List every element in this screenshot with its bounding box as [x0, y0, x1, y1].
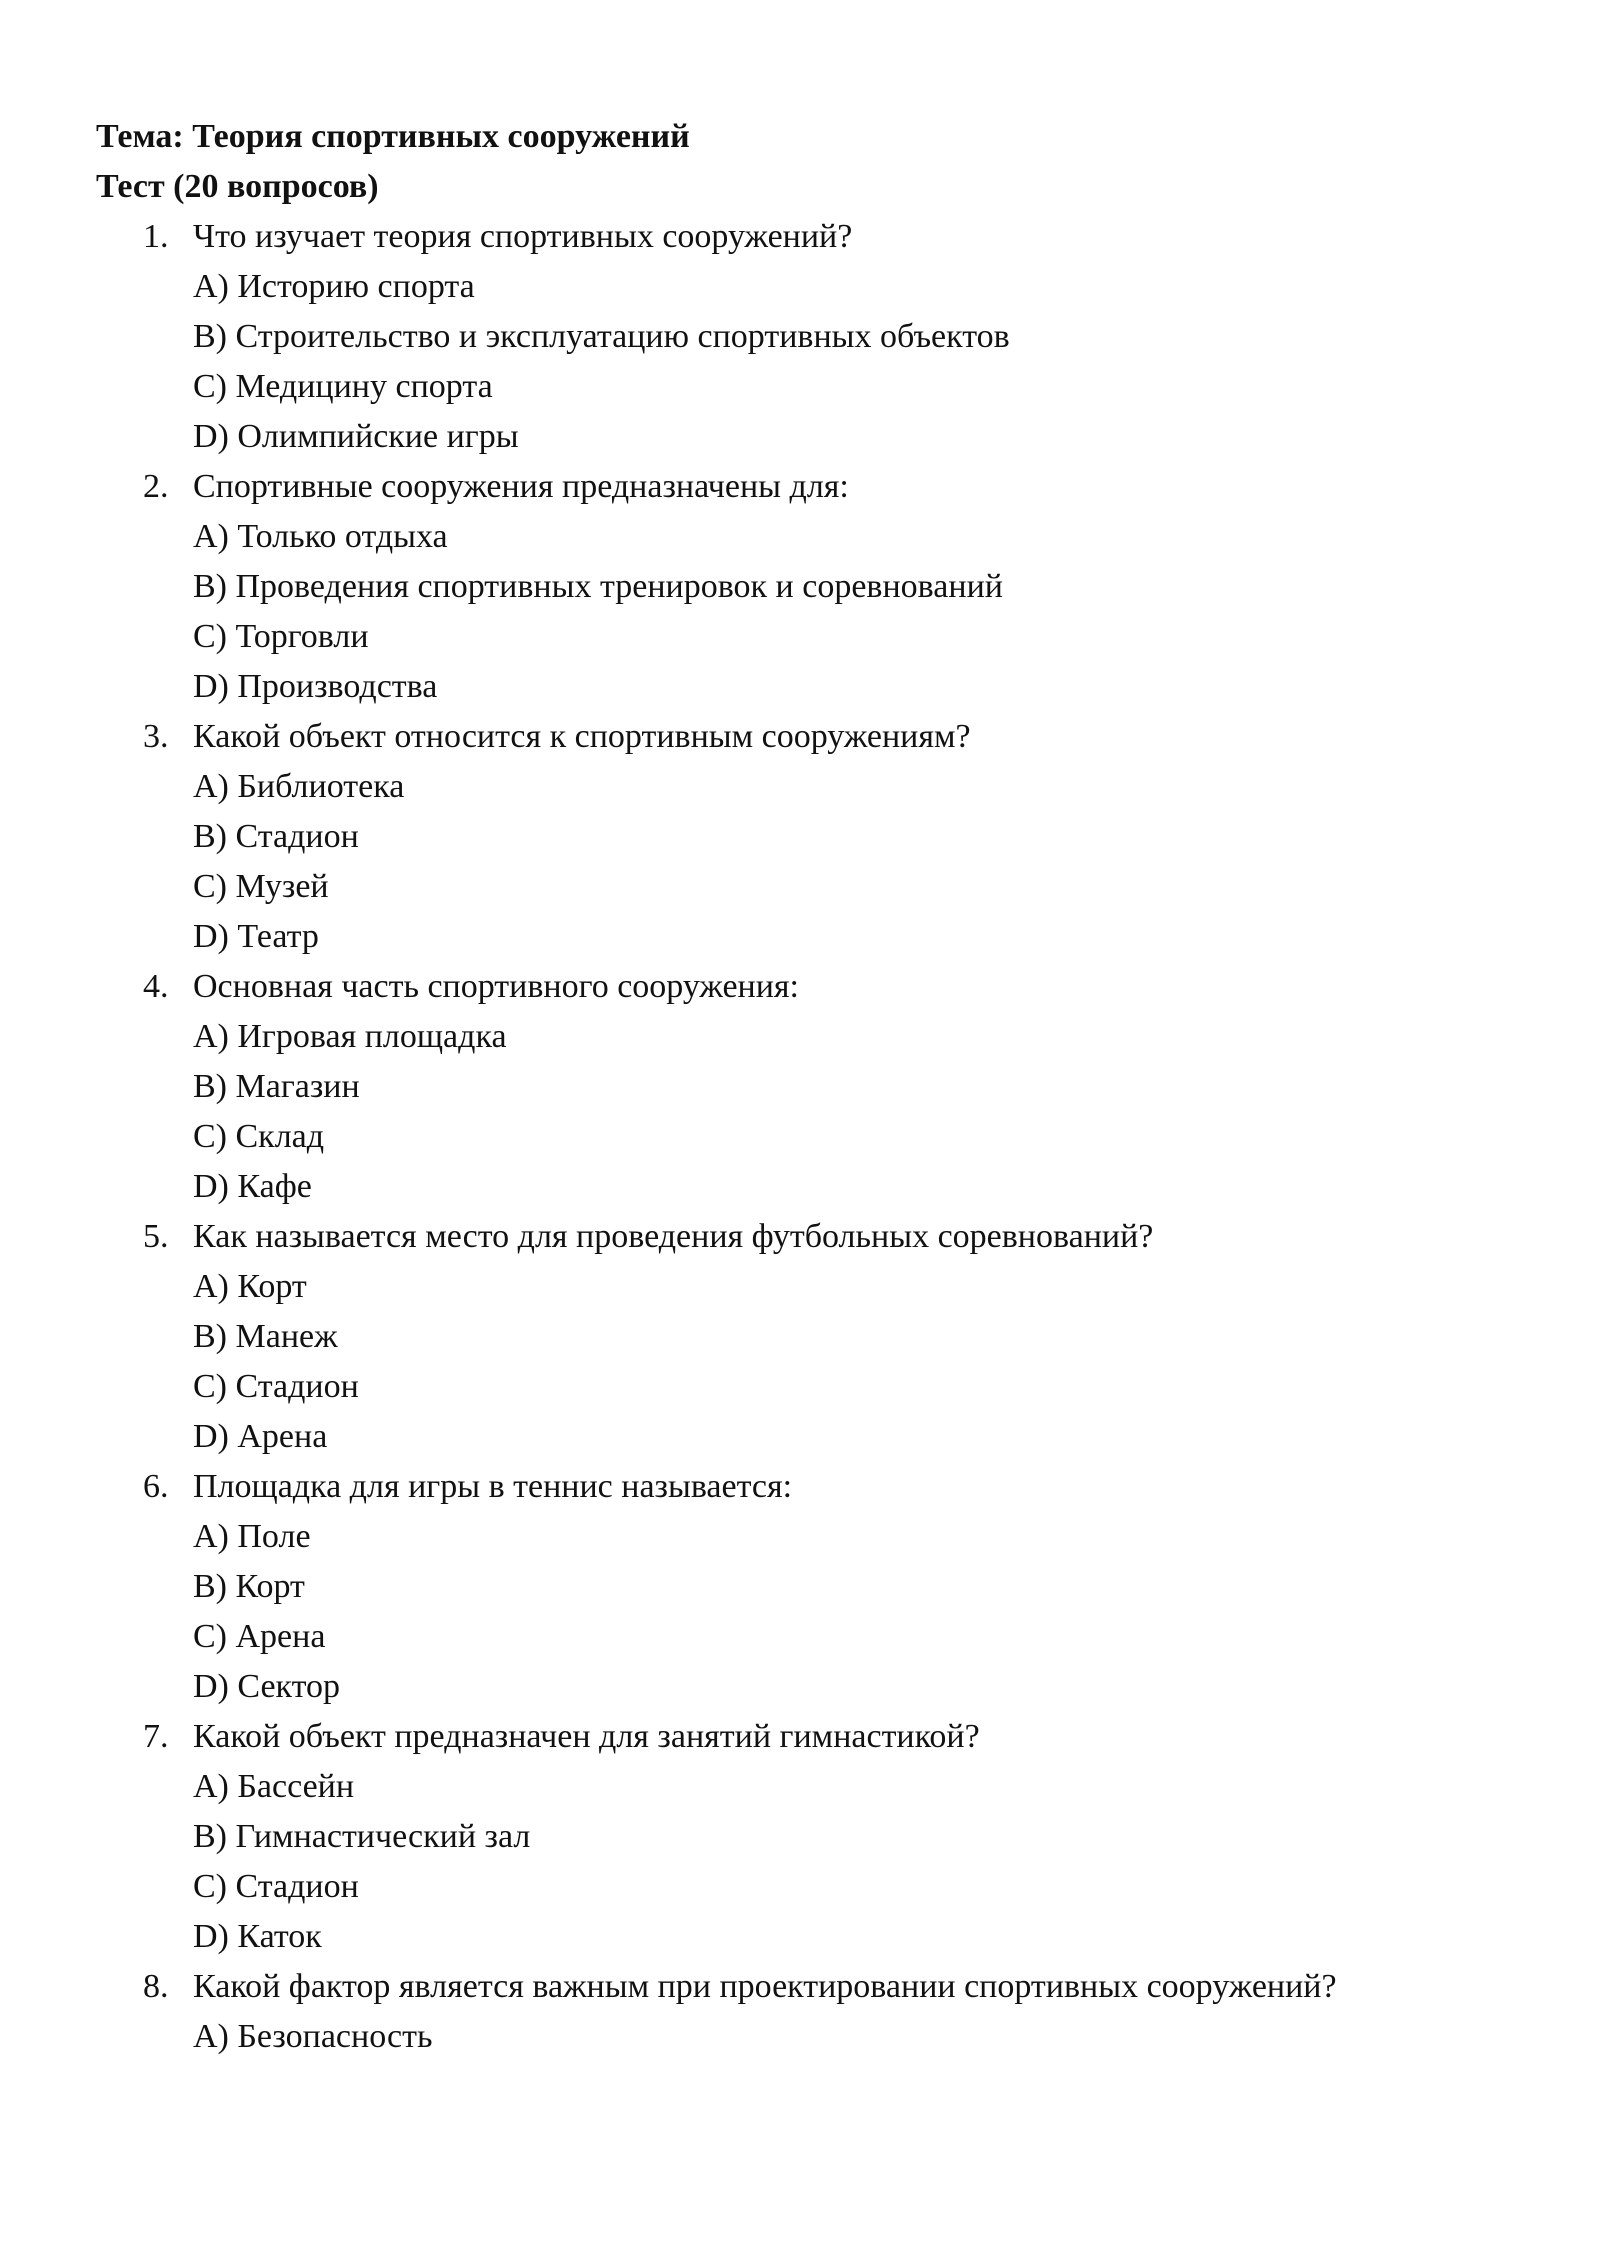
answer-option: D) Каток — [193, 1918, 322, 1955]
answer-option: A) Корт — [193, 1268, 307, 1305]
answer-list — [193, 762, 1496, 962]
question-number: 7. — [143, 1718, 169, 1755]
question-number: 4. — [143, 968, 169, 1005]
question-number: 2. — [143, 468, 169, 505]
answer-option: C) Музей — [193, 868, 329, 905]
question-item — [96, 462, 1496, 712]
question-text: Какой объект относится к спортивным сооружениям? — [193, 718, 971, 755]
answer-option: B) Стадион — [193, 818, 359, 855]
topic-heading: Тема: Теория спортивных сооружений — [96, 118, 690, 155]
question-item — [96, 212, 1496, 462]
question-text: Какой фактор является важным при проектировании спортивных сооружений? — [193, 1968, 1337, 2005]
answer-option: A) Библиотека — [193, 768, 405, 805]
question-text: Что изучает теория спортивных сооружений? — [193, 218, 853, 255]
answer-option: C) Медицину спорта — [193, 368, 493, 405]
question-text: Спортивные сооружения предназначены для: — [193, 468, 849, 505]
answer-option: A) Безопасность — [193, 2018, 433, 2055]
question-number: 3. — [143, 718, 169, 755]
answer-list — [193, 262, 1496, 462]
question-item — [96, 1212, 1496, 1462]
question-item — [96, 1962, 1496, 2062]
answer-list — [193, 1762, 1496, 1962]
question-item — [96, 962, 1496, 1212]
answer-option: D) Кафе — [193, 1168, 312, 1205]
question-number: 1. — [143, 218, 169, 255]
answer-option: C) Склад — [193, 1118, 325, 1155]
answer-option: D) Арена — [193, 1418, 328, 1455]
answer-option: B) Корт — [193, 1568, 305, 1605]
question-number: 5. — [143, 1218, 169, 1255]
answer-option: B) Манеж — [193, 1318, 338, 1355]
test-title: Тест (20 вопросов) — [96, 168, 379, 205]
question-text: Как называется место для проведения футбольных соревнований? — [193, 1218, 1154, 1255]
answer-option: B) Проведения спортивных тренировок и соревнований — [193, 568, 1003, 605]
question-number: 8. — [143, 1968, 169, 2005]
answer-option: B) Магазин — [193, 1068, 360, 1105]
answer-list — [193, 1012, 1496, 1212]
document-page — [96, 112, 1496, 2062]
question-item — [96, 1712, 1496, 1962]
answer-option: C) Стадион — [193, 1868, 359, 1905]
question-number: 6. — [143, 1468, 169, 1505]
answer-option: B) Строительство и эксплуатацию спортивных объектов — [193, 318, 1010, 355]
answer-option: C) Торговли — [193, 618, 369, 655]
answer-option: A) Только отдыха — [193, 518, 448, 555]
question-item — [96, 712, 1496, 962]
answer-option: A) Историю спорта — [193, 268, 475, 305]
question-text: Основная часть спортивного сооружения: — [193, 968, 800, 1005]
question-list — [96, 212, 1496, 2062]
answer-option: A) Поле — [193, 1518, 311, 1555]
answer-option: D) Сектор — [193, 1668, 341, 1705]
answer-option: A) Бассейн — [193, 1768, 355, 1805]
answer-option: A) Игровая площадка — [193, 1018, 507, 1055]
answer-option: D) Театр — [193, 918, 319, 955]
answer-option: C) Стадион — [193, 1368, 359, 1405]
answer-list — [193, 1512, 1496, 1712]
question-text: Какой объект предназначен для занятий гимнастикой? — [193, 1718, 980, 1755]
answer-list — [193, 1262, 1496, 1462]
answer-option: C) Арена — [193, 1618, 326, 1655]
answer-option: B) Гимнастический зал — [193, 1818, 531, 1855]
answer-list — [193, 2012, 1496, 2062]
question-item — [96, 1462, 1496, 1712]
answer-option: D) Олимпийские игры — [193, 418, 519, 455]
question-text: Площадка для игры в теннис называется: — [193, 1468, 793, 1505]
answer-list — [193, 512, 1496, 712]
answer-option: D) Производства — [193, 668, 438, 705]
